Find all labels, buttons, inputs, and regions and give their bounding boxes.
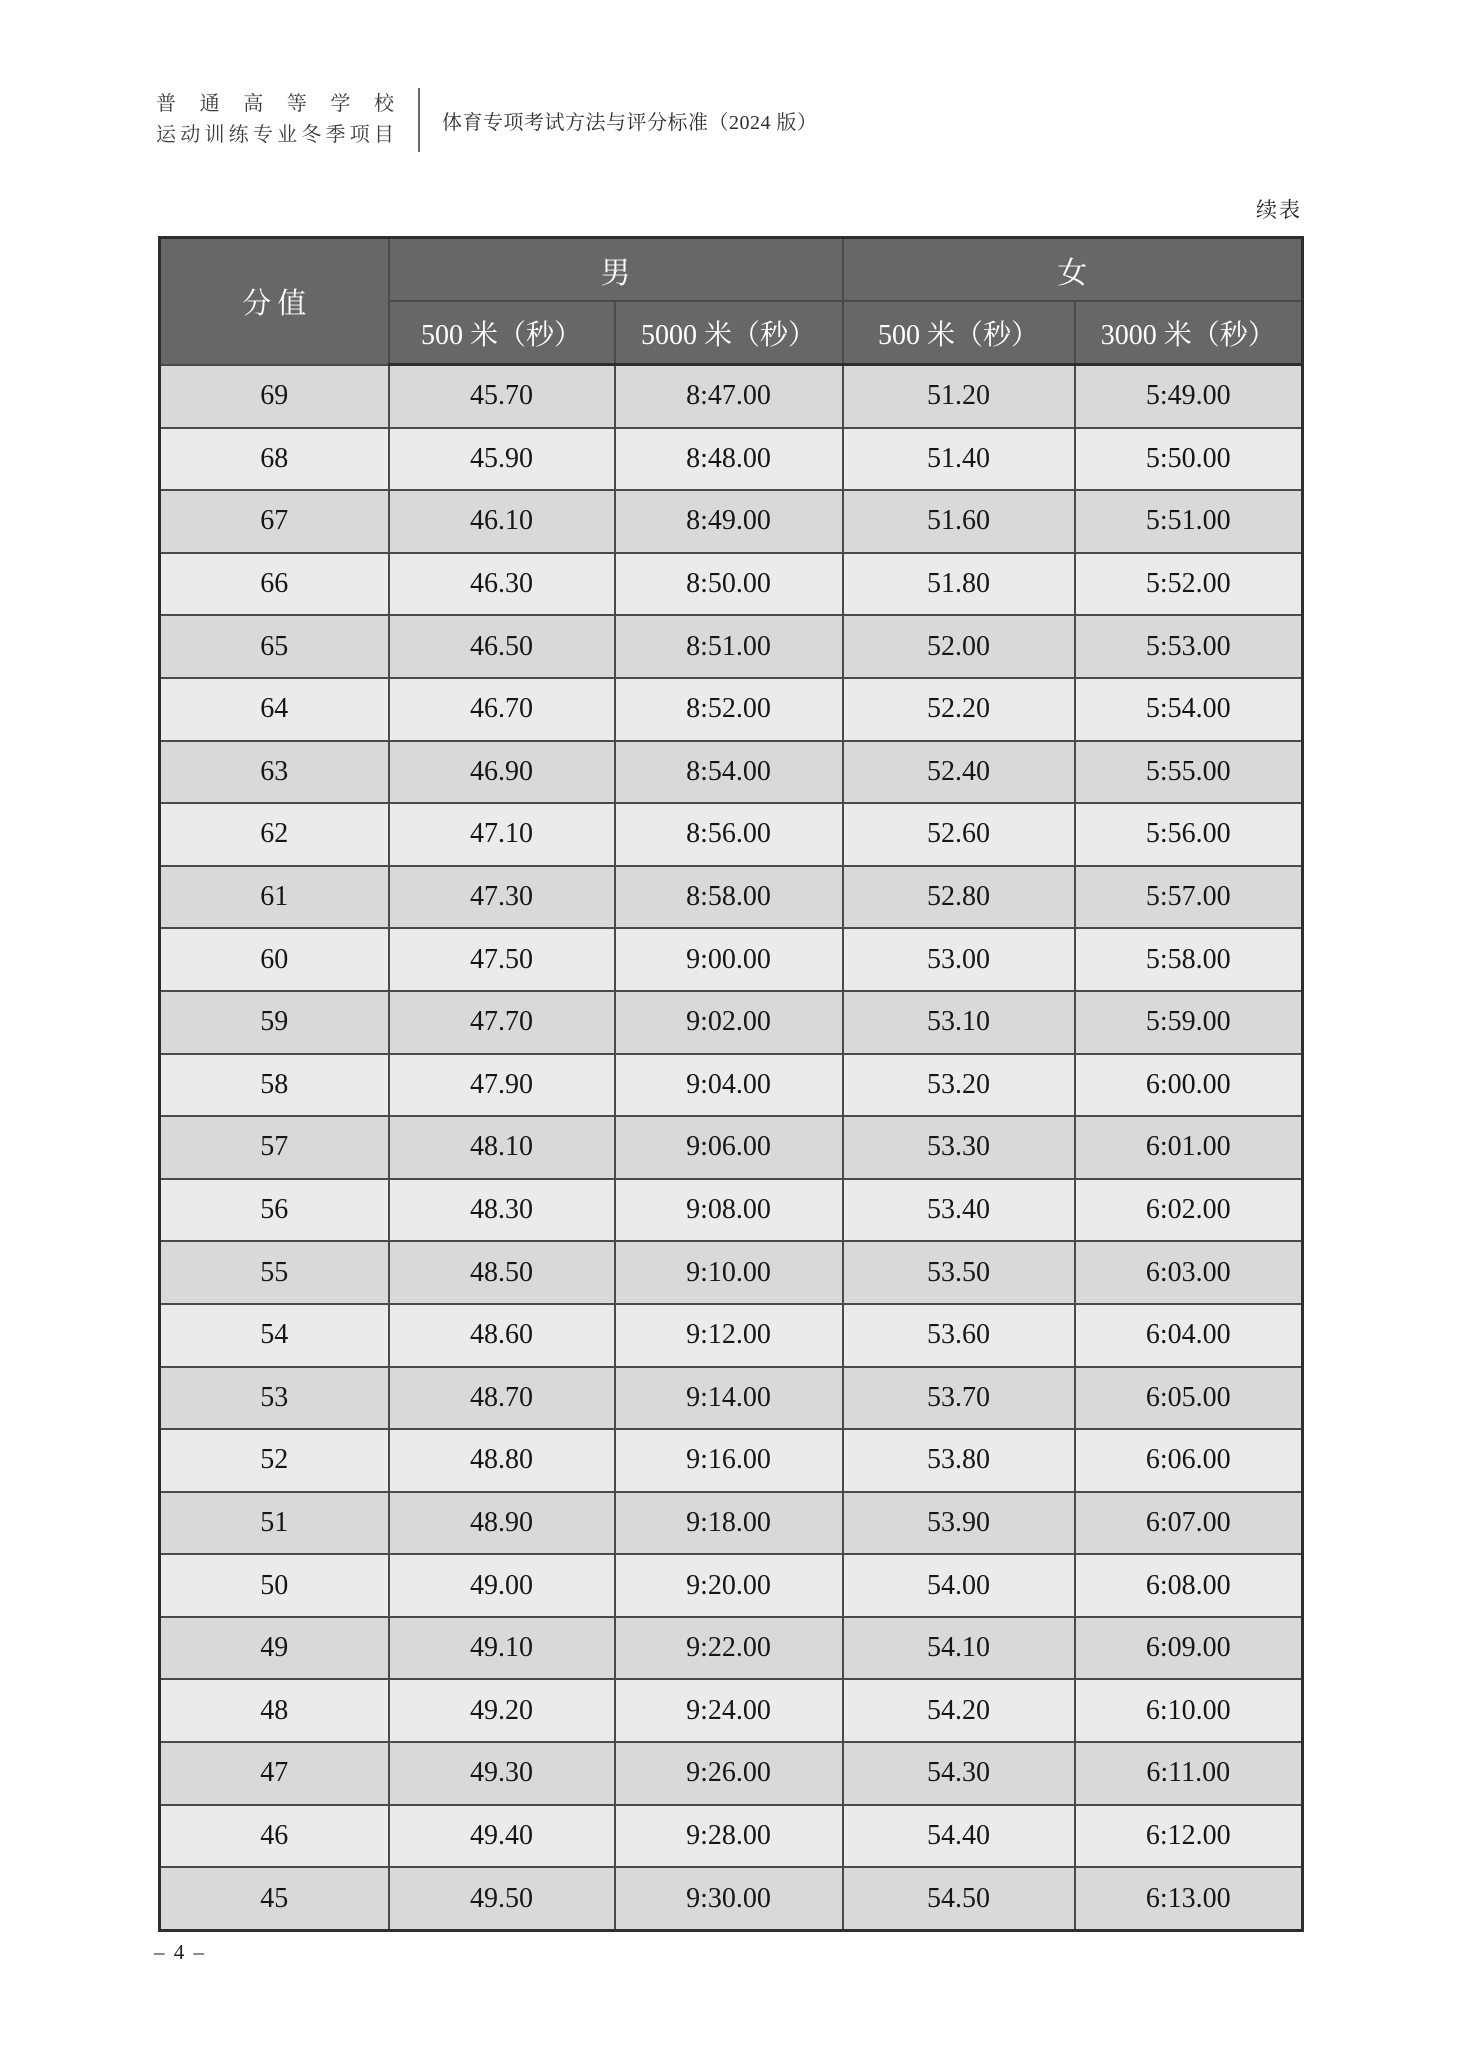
table-cell: 6:01.00 <box>1075 1116 1303 1179</box>
table-cell: 9:14.00 <box>615 1367 843 1430</box>
table-cell: 46.70 <box>389 678 615 741</box>
table-cell: 5:54.00 <box>1075 678 1303 741</box>
table-cell: 52.00 <box>843 615 1075 678</box>
header-cell-female-3000m: 3000 米（秒） <box>1075 301 1303 365</box>
table-cell: 46.90 <box>389 741 615 804</box>
table-cell: 49.50 <box>389 1867 615 1930</box>
table-cell: 53.50 <box>843 1241 1075 1304</box>
table-cell: 67 <box>160 490 389 553</box>
table-cell: 8:58.00 <box>615 866 843 929</box>
table-cell: 8:50.00 <box>615 553 843 616</box>
table-cell: 50 <box>160 1554 389 1617</box>
table-row <box>160 1367 1303 1430</box>
table-cell: 46.30 <box>389 553 615 616</box>
table-cell: 5:53.00 <box>1075 615 1303 678</box>
table-row <box>160 428 1303 491</box>
table-row <box>160 1867 1303 1930</box>
table-cell: 53.40 <box>843 1179 1075 1242</box>
page-number: – 4 – <box>154 1940 206 1964</box>
table-cell: 47.10 <box>389 803 615 866</box>
table-cell: 6:07.00 <box>1075 1492 1303 1555</box>
score-table-body <box>160 365 1303 1931</box>
table-cell: 60 <box>160 928 389 991</box>
table-row <box>160 1805 1303 1868</box>
table-cell: 49.20 <box>389 1679 615 1742</box>
continuation-label: 续表 <box>1256 198 1302 222</box>
table-row <box>160 1617 1303 1680</box>
table-cell: 8:49.00 <box>615 490 843 553</box>
table-cell: 6:03.00 <box>1075 1241 1303 1304</box>
table-cell: 8:54.00 <box>615 741 843 804</box>
table-cell: 6:11.00 <box>1075 1742 1303 1805</box>
table-cell: 8:51.00 <box>615 615 843 678</box>
table-cell: 47.70 <box>389 991 615 1054</box>
header-cell-female-500m: 500 米（秒） <box>843 301 1075 365</box>
table-cell: 53.90 <box>843 1492 1075 1555</box>
table-cell: 52.20 <box>843 678 1075 741</box>
table-cell: 53 <box>160 1367 389 1430</box>
table-cell: 53.10 <box>843 991 1075 1054</box>
running-head-title: 体育专项考试方法与评分标准（2024 版） <box>442 111 818 134</box>
running-head-left-line2: 运动训练专业冬季项目 <box>156 124 394 146</box>
table-cell: 51.20 <box>843 365 1075 428</box>
table-cell: 55 <box>160 1241 389 1304</box>
table-cell: 9:06.00 <box>615 1116 843 1179</box>
table-row <box>160 1742 1303 1805</box>
table-cell: 57 <box>160 1116 389 1179</box>
table-cell: 47.90 <box>389 1054 615 1117</box>
table-row <box>160 866 1303 929</box>
table-cell: 6:05.00 <box>1075 1367 1303 1430</box>
table-cell: 61 <box>160 866 389 929</box>
table-cell: 51.60 <box>843 490 1075 553</box>
table-cell: 8:47.00 <box>615 365 843 428</box>
table-cell: 47.50 <box>389 928 615 991</box>
table-cell: 46.10 <box>389 490 615 553</box>
table-cell: 5:49.00 <box>1075 365 1303 428</box>
header-cell-female: 女 <box>843 238 1303 302</box>
table-cell: 53.30 <box>843 1116 1075 1179</box>
table-cell: 9:24.00 <box>615 1679 843 1742</box>
table-cell: 52 <box>160 1429 389 1492</box>
table-cell: 54.10 <box>843 1617 1075 1680</box>
header-cell-male-500m: 500 米（秒） <box>389 301 615 365</box>
table-row <box>160 1116 1303 1179</box>
table-row <box>160 1429 1303 1492</box>
table-cell: 64 <box>160 678 389 741</box>
table-cell: 48.50 <box>389 1241 615 1304</box>
table-cell: 49.10 <box>389 1617 615 1680</box>
table-cell: 9:02.00 <box>615 991 843 1054</box>
table-cell: 66 <box>160 553 389 616</box>
header-cell-score: 分值 <box>160 238 389 365</box>
table-cell: 49.00 <box>389 1554 615 1617</box>
table-cell: 9:28.00 <box>615 1805 843 1868</box>
table-row <box>160 1241 1303 1304</box>
table-cell: 47 <box>160 1742 389 1805</box>
table-cell: 58 <box>160 1054 389 1117</box>
table-cell: 48.70 <box>389 1367 615 1430</box>
table-cell: 5:56.00 <box>1075 803 1303 866</box>
table-cell: 51.40 <box>843 428 1075 491</box>
table-cell: 46.50 <box>389 615 615 678</box>
table-cell: 49.30 <box>389 1742 615 1805</box>
table-cell: 9:30.00 <box>615 1867 843 1930</box>
table-cell: 68 <box>160 428 389 491</box>
table-cell: 9:08.00 <box>615 1179 843 1242</box>
table-row <box>160 741 1303 804</box>
table-cell: 8:48.00 <box>615 428 843 491</box>
table-cell: 53.20 <box>843 1054 1075 1117</box>
table-cell: 45 <box>160 1867 389 1930</box>
table-cell: 52.60 <box>843 803 1075 866</box>
table-cell: 52.80 <box>843 866 1075 929</box>
score-table <box>158 236 1304 1932</box>
table-cell: 48 <box>160 1679 389 1742</box>
table-row <box>160 678 1303 741</box>
table-cell: 56 <box>160 1179 389 1242</box>
table-cell: 5:55.00 <box>1075 741 1303 804</box>
table-cell: 6:10.00 <box>1075 1679 1303 1742</box>
table-cell: 59 <box>160 991 389 1054</box>
table-cell: 5:50.00 <box>1075 428 1303 491</box>
table-cell: 51 <box>160 1492 389 1555</box>
table-cell: 6:13.00 <box>1075 1867 1303 1930</box>
table-cell: 9:10.00 <box>615 1241 843 1304</box>
table-cell: 54.20 <box>843 1679 1075 1742</box>
table-cell: 63 <box>160 741 389 804</box>
table-cell: 9:20.00 <box>615 1554 843 1617</box>
table-cell: 48.80 <box>389 1429 615 1492</box>
table-cell: 49.40 <box>389 1805 615 1868</box>
table-row <box>160 365 1303 428</box>
table-row <box>160 991 1303 1054</box>
table-cell: 54.50 <box>843 1867 1075 1930</box>
table-row <box>160 928 1303 991</box>
table-cell: 53.00 <box>843 928 1075 991</box>
running-head-left-line1: 普通高等学校 <box>156 93 394 115</box>
table-row <box>160 1679 1303 1742</box>
table-cell: 62 <box>160 803 389 866</box>
table-row <box>160 615 1303 678</box>
running-head <box>156 88 818 152</box>
table-cell: 6:08.00 <box>1075 1554 1303 1617</box>
table-row <box>160 803 1303 866</box>
table-row <box>160 1054 1303 1117</box>
table-cell: 47.30 <box>389 866 615 929</box>
table-cell: 9:00.00 <box>615 928 843 991</box>
table-cell: 5:58.00 <box>1075 928 1303 991</box>
table-cell: 65 <box>160 615 389 678</box>
running-head-left <box>156 89 394 151</box>
table-cell: 6:04.00 <box>1075 1304 1303 1367</box>
table-cell: 9:04.00 <box>615 1054 843 1117</box>
table-cell: 46 <box>160 1805 389 1868</box>
table-row <box>160 1554 1303 1617</box>
table-cell: 6:00.00 <box>1075 1054 1303 1117</box>
table-cell: 5:51.00 <box>1075 490 1303 553</box>
table-cell: 54.40 <box>843 1805 1075 1868</box>
table-cell: 48.10 <box>389 1116 615 1179</box>
table-cell: 5:59.00 <box>1075 991 1303 1054</box>
table-cell: 45.70 <box>389 365 615 428</box>
score-table-header <box>160 238 1303 365</box>
table-row <box>160 1179 1303 1242</box>
table-cell: 54 <box>160 1304 389 1367</box>
table-cell: 45.90 <box>389 428 615 491</box>
table-cell: 51.80 <box>843 553 1075 616</box>
table-cell: 48.30 <box>389 1179 615 1242</box>
table-cell: 9:12.00 <box>615 1304 843 1367</box>
table-row <box>160 1304 1303 1367</box>
table-row <box>160 1492 1303 1555</box>
header-cell-male: 男 <box>389 238 843 302</box>
header-cell-male-5000m: 5000 米（秒） <box>615 301 843 365</box>
table-cell: 53.60 <box>843 1304 1075 1367</box>
table-cell: 48.60 <box>389 1304 615 1367</box>
table-cell: 54.00 <box>843 1554 1075 1617</box>
table-cell: 53.70 <box>843 1367 1075 1430</box>
table-cell: 48.90 <box>389 1492 615 1555</box>
table-cell: 8:52.00 <box>615 678 843 741</box>
table-cell: 6:02.00 <box>1075 1179 1303 1242</box>
table-cell: 6:06.00 <box>1075 1429 1303 1492</box>
table-cell: 6:12.00 <box>1075 1805 1303 1868</box>
table-cell: 54.30 <box>843 1742 1075 1805</box>
running-head-divider <box>418 88 420 152</box>
table-cell: 69 <box>160 365 389 428</box>
score-table-wrap <box>158 236 1301 1932</box>
table-row <box>160 490 1303 553</box>
table-cell: 9:22.00 <box>615 1617 843 1680</box>
table-cell: 5:57.00 <box>1075 866 1303 929</box>
table-cell: 9:18.00 <box>615 1492 843 1555</box>
table-cell: 52.40 <box>843 741 1075 804</box>
table-cell: 8:56.00 <box>615 803 843 866</box>
table-cell: 5:52.00 <box>1075 553 1303 616</box>
table-cell: 53.80 <box>843 1429 1075 1492</box>
table-cell: 9:16.00 <box>615 1429 843 1492</box>
table-cell: 9:26.00 <box>615 1742 843 1805</box>
table-cell: 49 <box>160 1617 389 1680</box>
table-cell: 6:09.00 <box>1075 1617 1303 1680</box>
table-row <box>160 553 1303 616</box>
